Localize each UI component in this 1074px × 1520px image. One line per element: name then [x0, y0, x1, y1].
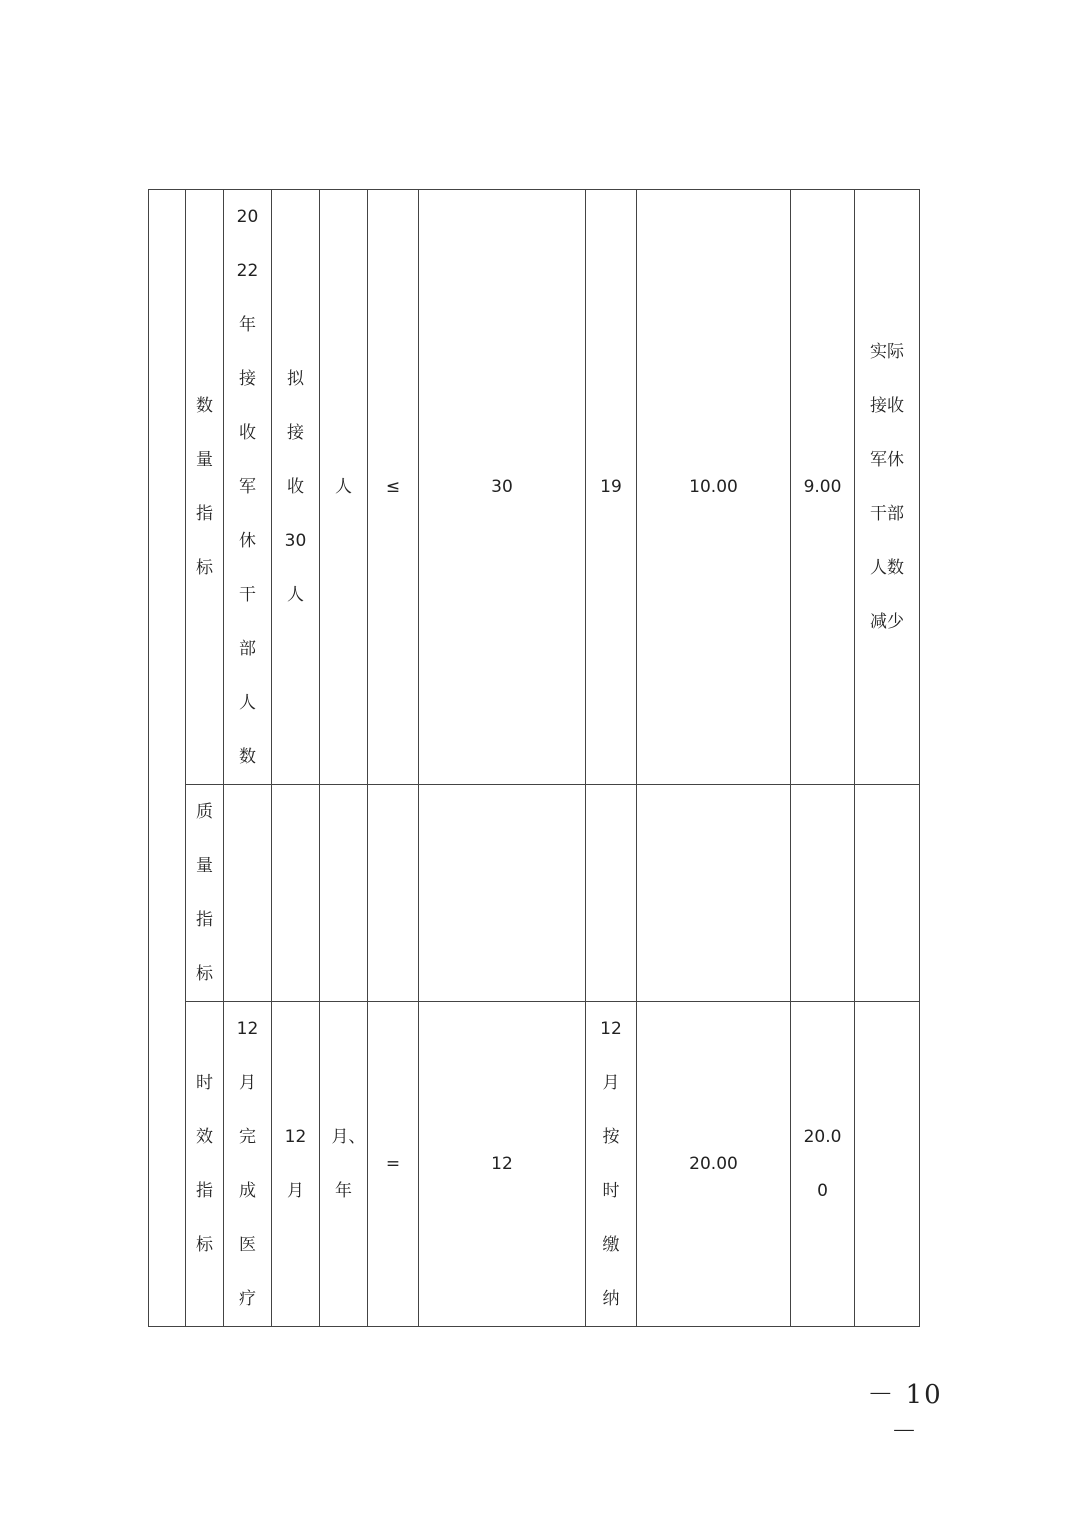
- score-weight-text: 20.00: [689, 1154, 738, 1174]
- score-actual-text: 9.00: [803, 477, 842, 497]
- indicator-cell: [224, 1002, 272, 1327]
- target-value-text: 12: [491, 1154, 513, 1174]
- target-text-cell: [272, 190, 320, 785]
- category-text: 时效指标: [196, 1073, 213, 1255]
- operator-text: ≤: [385, 477, 401, 497]
- category-cell: [186, 1002, 224, 1327]
- category-text: 质量指标: [196, 802, 213, 984]
- score-actual-cell: [791, 785, 855, 1002]
- operator-cell: [368, 785, 419, 1002]
- category-cell: [186, 190, 224, 785]
- indicator-cell: [224, 785, 272, 1002]
- remark-cell: [855, 785, 920, 1002]
- score-weight-text: 10.00: [689, 477, 738, 497]
- indicator-text: 12月完成医疗: [236, 1019, 259, 1309]
- operator-text: =: [385, 1154, 401, 1174]
- unit-cell: [320, 785, 368, 1002]
- target-text-cell: [272, 785, 320, 1002]
- actual-value-cell: [586, 190, 637, 785]
- indicator-text: 2022年接收军休干部人数: [236, 207, 259, 767]
- category-cell: [186, 785, 224, 1002]
- unit-cell: [320, 190, 368, 785]
- remark-cell: [855, 1002, 920, 1327]
- target-text: 12月: [284, 1127, 307, 1201]
- page-number: － 10 －: [867, 1380, 943, 1447]
- remark-text: 实际接收军休干部人数减少: [870, 342, 904, 632]
- target-value-cell: [419, 785, 586, 1002]
- unit-cell: [320, 1002, 368, 1327]
- target-text: 拟接收30人: [284, 369, 307, 605]
- category-text: 数量指标: [196, 396, 213, 578]
- score-actual-cell: [791, 190, 855, 785]
- operator-cell: [368, 1002, 419, 1327]
- target-text-cell: [272, 1002, 320, 1327]
- remark-cell: [855, 190, 920, 785]
- score-actual-cell: [791, 1002, 855, 1327]
- unit-text: 人: [335, 477, 352, 497]
- table-row: [149, 190, 920, 785]
- score-actual-text: 20.00: [803, 1127, 842, 1201]
- actual-value-cell: [586, 785, 637, 1002]
- actual-value-text: 19: [600, 477, 622, 497]
- unit-text: 月、年: [331, 1127, 366, 1201]
- performance-table: [148, 189, 920, 1327]
- target-value-text: 30: [491, 477, 513, 497]
- blank-first-column: [149, 190, 186, 1327]
- target-value-cell: [419, 1002, 586, 1327]
- target-value-cell: [419, 190, 586, 785]
- score-weight-cell: [637, 1002, 791, 1327]
- score-weight-cell: [637, 785, 791, 1002]
- score-weight-cell: [637, 190, 791, 785]
- indicator-cell: [224, 190, 272, 785]
- actual-value-text: 12月按时缴纳: [600, 1019, 622, 1309]
- table-row: [149, 785, 920, 1002]
- table-row: [149, 1002, 920, 1327]
- actual-value-cell: [586, 1002, 637, 1327]
- operator-cell: [368, 190, 419, 785]
